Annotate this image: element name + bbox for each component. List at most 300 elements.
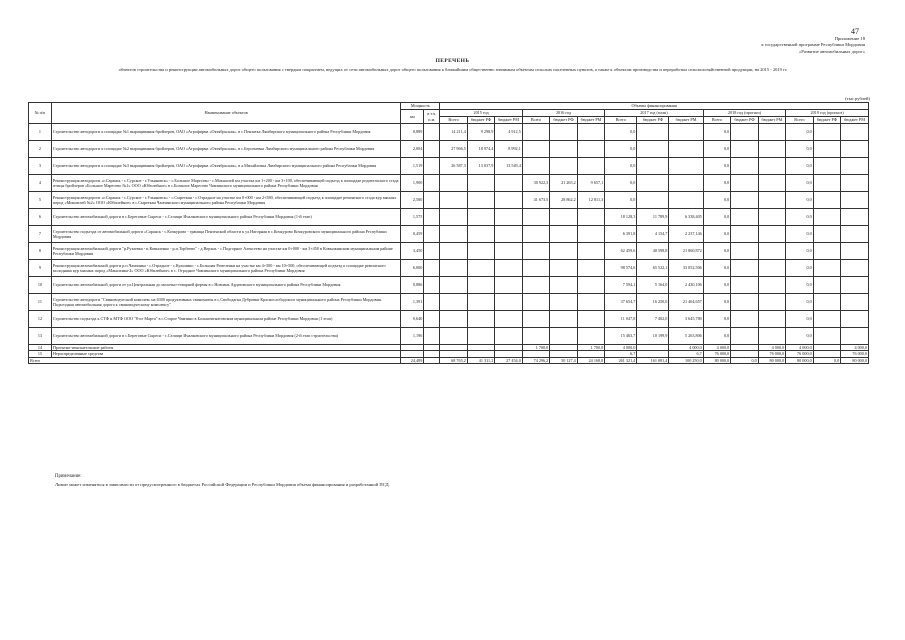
object-name: Строительство автодороги к площадке №1 выращивания бройлеров, ОАО «Агрофирма «Октябрьская», в с.Пензятка Лямбирского муниципального района Республики Мордовия [51,124,400,141]
funding-cell: 76 000,0 [703,351,730,357]
header-budget-rf: бюджет РФ [550,117,577,124]
funding-cell [731,294,758,311]
funding-cell: 0,0 [731,357,758,363]
funding-cell: 50 127,4 [550,357,577,363]
row-number: 6 [29,209,52,226]
funding-cell: 4 000,0 [786,345,813,351]
length-km: 1,196 [401,328,424,345]
funding-cell [758,243,785,260]
funding-cell [731,158,758,175]
funding-cell: 1 700,0 [522,345,549,351]
length-pm [424,209,440,226]
funding-cell: 10 199,9 [637,328,669,345]
object-name: Строительство автодороги к площадке №2 выращивания бройлеров, ОАО «Агрофирма «Октябрьская», в с.Берсеневка Лямбирского муниципального района Республики Мордовия [51,141,400,158]
funding-cell [467,311,494,328]
header-budget-rf: бюджет РФ [813,117,840,124]
funding-cell [813,311,840,328]
object-name: Реконструкция автомобильной дороги "р.Рузаевка - п.Ковыленко - р.п.Торбеево" - д.Верхнь - с.Подгорное Алексеево на участке км 0+000 - км 3+450 в Ковылкинском муниципальном районе Республики Мордовия [51,243,400,260]
funding-cell [813,175,840,192]
funding-cell [758,175,785,192]
funding-cell [522,260,549,277]
length-pm [424,158,440,175]
table-row [29,277,869,294]
table-row [29,260,869,277]
funding-cell: 5 164,0 [637,277,669,294]
funding-cell [841,277,869,294]
funding-cell: 6,7 [669,351,703,357]
funding-cell: 0,0 [703,260,730,277]
funding-cell [813,277,840,294]
funding-cell [813,192,840,209]
funding-cell: 161 081,4 [637,357,669,363]
funding-cell [577,328,604,345]
row-number: 14 [29,345,52,351]
header-budget-rf: бюджет РФ [467,117,494,124]
funding-cell [731,226,758,243]
funding-cell [577,243,604,260]
funding-cell [550,124,577,141]
table-row [29,192,869,209]
funding-cell: 4 000,0 [703,345,730,351]
funding-cell: 0,0 [703,209,730,226]
length-pm [424,243,440,260]
header-total: Всего [440,117,467,124]
funding-cell [841,141,869,158]
funding-cell [758,124,785,141]
length-km: 0,886 [401,277,424,294]
funding-cell: 0,0 [703,311,730,328]
funding-cell: 0,0 [703,277,730,294]
funding-cell [758,192,785,209]
funding-cell: 8 992,1 [495,141,522,158]
page-number: 47 [851,27,859,36]
funding-cell: 74 296,2 [522,357,549,363]
funding-cell: 21 860,872 [669,243,703,260]
document-title: ПЕРЕЧЕНЬ [435,58,470,64]
table-row [29,328,869,345]
funding-cell: 0,0 [786,226,813,243]
funding-cell [841,226,869,243]
funding-cell: 0,0 [786,328,813,345]
length-pm [424,175,440,192]
document-subtitle: объектов строительства и реконструкции автомобильных дорог общего пользования с твердым покрытием, ведущих от сети автомобильных дорог общего пользования к ближайшим общественно значимым объектам сельских населенных пунктов, а также к объектам производства и переработки сельскохозяйственной продукции, на 2015 - 2019 гг. [118,67,788,72]
funding-cell: 0,0 [605,124,637,141]
funding-cell: 98 574,6 [605,260,637,277]
funding-cell: 21 404,657 [669,294,703,311]
funding-cell [731,175,758,192]
funding-cell: 13 549,4 [495,158,522,175]
funding-cell [637,158,669,175]
funding-cell: 0,0 [605,175,637,192]
funding-cell: 26 587,3 [440,158,467,175]
row-number: 13 [29,328,52,345]
funding-cell: 4 912,5 [495,124,522,141]
total-pm [424,357,440,363]
funding-cell [495,243,522,260]
funding-cell: 24 168,8 [577,357,604,363]
length-km: 1,900 [401,175,424,192]
funding-cell [467,294,494,311]
funding-cell [495,175,522,192]
funding-cell [550,209,577,226]
length-pm [424,277,440,294]
funding-cell [467,175,494,192]
funding-cell: 0,0 [786,209,813,226]
funding-cell [669,124,703,141]
funding-cell: 6,7 [605,351,637,357]
funding-cell: 27 966,5 [440,141,467,158]
funding-cell: 0,0 [703,175,730,192]
length-km: 2,580 [401,192,424,209]
funding-cell: 0,0 [786,124,813,141]
funding-cell: 7 402,0 [637,311,669,328]
funding-cell [522,311,549,328]
funding-cell: 18 128,3 [605,209,637,226]
funding-cell: 100 250,0 [669,357,703,363]
table-row [29,209,869,226]
funding-cell: 5 263,806 [669,328,703,345]
header-num: № п/п [29,103,52,124]
funding-cell: 12 811,3 [577,192,604,209]
length-pm [424,294,440,311]
funding-cell: 33 052,506 [669,260,703,277]
funding-cell [467,209,494,226]
header-year-2017: 2017 год (план) [605,110,704,117]
funding-cell [758,328,785,345]
funding-cell: 0,0 [703,226,730,243]
funding-cell: 4 154,7 [637,226,669,243]
funding-cell: 4 000,0 [669,345,703,351]
funding-cell: 68 765,2 [440,357,467,363]
table-row [29,141,869,158]
funding-cell: 76 000,0 [786,351,813,357]
row-number: 5 [29,192,52,209]
length-pm [424,328,440,345]
funding-cell [577,141,604,158]
funding-cell [637,124,669,141]
note-title: Примечание: [55,474,82,479]
funding-cell [440,192,467,209]
header-funding: Объемы финансирования [440,103,869,110]
funding-cell [440,226,467,243]
header-year-2018: 2018 год (прогноз) [703,110,785,117]
header-budget-rf: бюджет РФ [731,117,758,124]
funding-cell [731,192,758,209]
header-pm: в т.ч. п.м. [424,110,440,124]
funding-cell: 4 000,0 [841,345,869,351]
funding-cell: 4 000,0 [758,345,785,351]
funding-cell [550,311,577,328]
funding-cell [440,243,467,260]
funding-cell: 0,0 [786,260,813,277]
length-pm [424,260,440,277]
funding-cell [813,260,840,277]
row-number: 3 [29,158,52,175]
funding-cell: 0,0 [786,294,813,311]
length-km: 6,000 [401,260,424,277]
funding-cell [495,294,522,311]
funding-cell: 40 598,8 [637,243,669,260]
funding-cell: 2 237,146 [669,226,703,243]
funding-cell [550,226,577,243]
funding-cell [731,124,758,141]
funding-cell [841,158,869,175]
table-row [29,294,869,311]
funding-cell: 80 000,0 [841,357,869,363]
funding-cell [637,141,669,158]
funding-cell [758,311,785,328]
funding-cell: 21 265,2 [550,175,577,192]
funding-cell: 9 298,9 [467,124,494,141]
funding-cell [550,277,577,294]
funding-cell [522,209,549,226]
total-label: Всего [29,357,401,363]
header-km: км [401,110,424,124]
funding-cell [522,328,549,345]
header-name: Наименование объектов [51,103,400,124]
object-name: Нераспределенные средства [51,351,400,357]
funding-cell: 6 338,405 [669,209,703,226]
funding-cell: 1 700,0 [577,345,604,351]
funding-cell: 11 789,9 [637,209,669,226]
header-total: Всего [605,117,637,124]
object-name: Проектно-изыскательские работы [51,345,400,351]
funding-cell: 0,0 [703,243,730,260]
row-number: 10 [29,277,52,294]
header-total: Всего [786,117,813,124]
length-pm [424,192,440,209]
row-number: 9 [29,260,52,277]
funding-cell [550,260,577,277]
header-total: Всего [703,117,730,124]
length-km: 0,640 [401,311,424,328]
object-name: Реконструкция автодороги «г.Саранск - с.Сурское - г.Ульяновск» - с.Большое Маресево - с.Мокшалей км участка км 1+200 - км 3+100, обеспечивающей подъезд к площадке родительского стада птицы бройлеров «Большое Маресево №1» ООО «Юбилейное» в с.Большое Маресево Чамзинского муниципального района Республики Мордовия [51,175,400,192]
length-km: 3,450 [401,243,424,260]
header-budget-rm: бюджет РМ [495,117,522,124]
funding-cell [522,158,549,175]
funding-cell [758,277,785,294]
funding-cell [637,175,669,192]
object-name: Реконструкция автомобильной дороги р.п.Чамзинка - с.Отрадное - с.Кульмино - с.Большая Ремезенки на участке км 4+500 - км 10+500, обеспечивающей подъезд к площадке ремонтного молодняка кур мясных пород «Макаленка-2» ООО «Юбилейное» в с. Отрадное Чамзинского муниципального района Республики Мордовия [51,260,400,277]
funding-cell [550,158,577,175]
length-pm [424,311,440,328]
header-year-2015: 2015 год [440,110,522,117]
funding-cell [813,328,840,345]
funding-cell: 80 000,0 [703,357,730,363]
funding-cell [550,243,577,260]
funding-cell [550,328,577,345]
object-name: Строительство автомобильной дороги от ул.Центральная до молочно-товарной фермы в с.Новоань Ардатовского муниципального района Республики Мордовия [51,277,400,294]
funding-cell [758,294,785,311]
funding-cell: 0,0 [813,357,840,363]
funding-cell: 30 922,3 [522,175,549,192]
funding-cell [467,260,494,277]
funding-cell [467,243,494,260]
funding-cell: 80 000,0 [758,357,785,363]
funding-cell [731,260,758,277]
funding-cell [522,141,549,158]
funding-cell: 37 654,7 [605,294,637,311]
funding-cell [813,124,840,141]
funding-cell [637,192,669,209]
appendix-line-1: Приложение 18 [834,36,865,41]
funding-cell [731,328,758,345]
table-row [29,158,869,175]
funding-cell: 80 000,0 [786,357,813,363]
funding-cell: 0,0 [703,141,730,158]
header-capacity: Мощность [401,103,440,110]
funding-cell [577,124,604,141]
header-budget-rm: бюджет РМ [577,117,604,124]
funding-cell: 0,0 [703,294,730,311]
funding-cell [495,192,522,209]
object-name: Строительство автомобильной дороги в с.Береговые Сыреси - с.Селищи Ичалковского муниципального района Республики Мордовия (2-й этап строительства) [51,328,400,345]
funding-cell: 14 211,4 [440,124,467,141]
funding-cell [669,141,703,158]
funding-cell [522,277,549,294]
header-budget-rm: бюджет РМ [841,117,869,124]
funding-cell: 0,0 [703,328,730,345]
funding-cell: 41 673,5 [522,192,549,209]
funding-cell: 0,0 [786,277,813,294]
row-number: 8 [29,243,52,260]
funding-cell [467,226,494,243]
funding-cell: 76 000,0 [758,351,785,357]
table-body [29,124,869,364]
funding-cell [440,260,467,277]
funding-cell: 18 974,4 [467,141,494,158]
funding-cell [731,209,758,226]
funding-cell [758,209,785,226]
length-pm [424,124,440,141]
funding-table [28,102,869,364]
funding-cell: 0,0 [605,158,637,175]
funding-cell [522,294,549,311]
header-year-2019: 2019 год (прогноз) [786,110,869,117]
funding-cell [841,192,869,209]
funding-cell [841,260,869,277]
funding-cell: 11 047,8 [605,311,637,328]
table-row [29,311,869,328]
note-text: Лимит может изменяться в зависимости от предусмотренного в бюджетах Российской Федерации и Республики Мордовия объема финансирования и разработанной ПСД. [55,482,390,487]
funding-cell: 0,0 [786,243,813,260]
funding-cell [495,209,522,226]
funding-cell: 0,0 [703,192,730,209]
funding-cell: 0,0 [605,192,637,209]
funding-cell [758,158,785,175]
length-km: 1,575 [401,209,424,226]
funding-cell [813,226,840,243]
length-km: 0,889 [401,124,424,141]
funding-cell [577,209,604,226]
funding-cell [467,328,494,345]
funding-cell: 76 000,0 [841,351,869,357]
table-row [29,243,869,260]
funding-cell [577,294,604,311]
funding-cell [841,311,869,328]
object-name: Реконструкция автодороги «г.Саранск - с.Сурское - г.Ульяновск» - с.Сыреткан - с.Отрадное на участке км 0+000 - км 2+580, обеспечивающей подъезд к площадке ремонтного стада кур мясных пород «Мокшелей №2» ООО «Юбилейное» в с.Сыреткан Чамзинского муниципального района Республики Мордовия [51,192,400,209]
funding-cell [495,260,522,277]
funding-cell [467,192,494,209]
funding-cell: 3 645,780 [669,311,703,328]
funding-cell: 6 391,8 [605,226,637,243]
funding-cell [495,226,522,243]
funding-cell [841,328,869,345]
funding-cell [841,209,869,226]
funding-cell [577,226,604,243]
row-number: 11 [29,294,52,311]
total-row [29,357,869,363]
object-name: Строительство подъезда от автомобильной дороги «Саранск - с.Кочкурово - граница Пензенской области к ул.Нагорная в с.Кочкурово Кочкуровского муниципального района Республики Мордовия [51,226,400,243]
funding-cell [522,124,549,141]
funding-cell [440,294,467,311]
funding-cell [467,277,494,294]
funding-cell [495,328,522,345]
funding-cell [669,175,703,192]
length-km: 2,004 [401,141,424,158]
funding-cell [669,192,703,209]
funding-cell [758,141,785,158]
funding-cell [841,243,869,260]
length-pm [424,141,440,158]
header-year-2016: 2016 год [522,110,604,117]
table-row [29,124,869,141]
object-name: Строительство автодороги "Свиноводческий комплекс на 6300 продуктивных свиноматок в с.Свободагка Дубровки Краснослободского муниципального района Республики Мордовия. Подъездная автомобильная дорога к свиноводческому комплексу" [51,294,400,311]
funding-cell: 0,0 [786,175,813,192]
appendix-line-2: к государственной программе Республики Мордовия [761,42,865,48]
row-number: 15 [29,351,52,357]
funding-cell: 7 594,1 [605,277,637,294]
funding-cell [813,141,840,158]
funding-cell [731,311,758,328]
object-name: Строительство подъезда к СТФ и МТФ ООО "8-ое Марта" в с.Старое Чамзино в Большеигнатовском муниципальном районе Республики Мордовия (1 этап) [51,311,400,328]
funding-cell: 9 657,1 [577,175,604,192]
funding-cell [669,158,703,175]
funding-cell [550,141,577,158]
funding-cell [731,277,758,294]
length-km: 0,459 [401,226,424,243]
funding-cell: 15 463,7 [605,328,637,345]
funding-cell [495,277,522,294]
object-name: Строительство автодороги к площадке №3 выращивания бройлеров, ОАО «Агрофирма «Октябрьская», в а.Михайловка Лямбирского муниципального района Республики Мордовия [51,158,400,175]
funding-cell [522,226,549,243]
header-budget-rf: бюджет РФ [637,117,669,124]
funding-cell [731,243,758,260]
header-budget-rm: бюджет РМ [669,117,703,124]
funding-cell: 0,0 [786,311,813,328]
object-name: Строительство автомобильной дороги в с.Береговые Сыреси - с.Селищи Ичалковского муниципального района Республики Мордовия (1-й этап) [51,209,400,226]
row-number: 4 [29,175,52,192]
appendix-header [605,36,865,55]
funding-cell [758,260,785,277]
funding-cell [813,294,840,311]
funding-cell [841,294,869,311]
header-budget-rm: бюджет РМ [758,117,785,124]
funding-cell [440,328,467,345]
row-number: 1 [29,124,52,141]
funding-cell: 2 430,106 [669,277,703,294]
funding-cell [577,311,604,328]
header-total: Всего [522,117,549,124]
funding-cell [440,277,467,294]
length-pm [424,226,440,243]
funding-cell: 0,0 [605,141,637,158]
row-number: 12 [29,311,52,328]
funding-cell [813,243,840,260]
appendix-line-3: «Развитие автомобильных дорог» [798,48,865,54]
funding-cell [440,175,467,192]
funding-cell [577,260,604,277]
